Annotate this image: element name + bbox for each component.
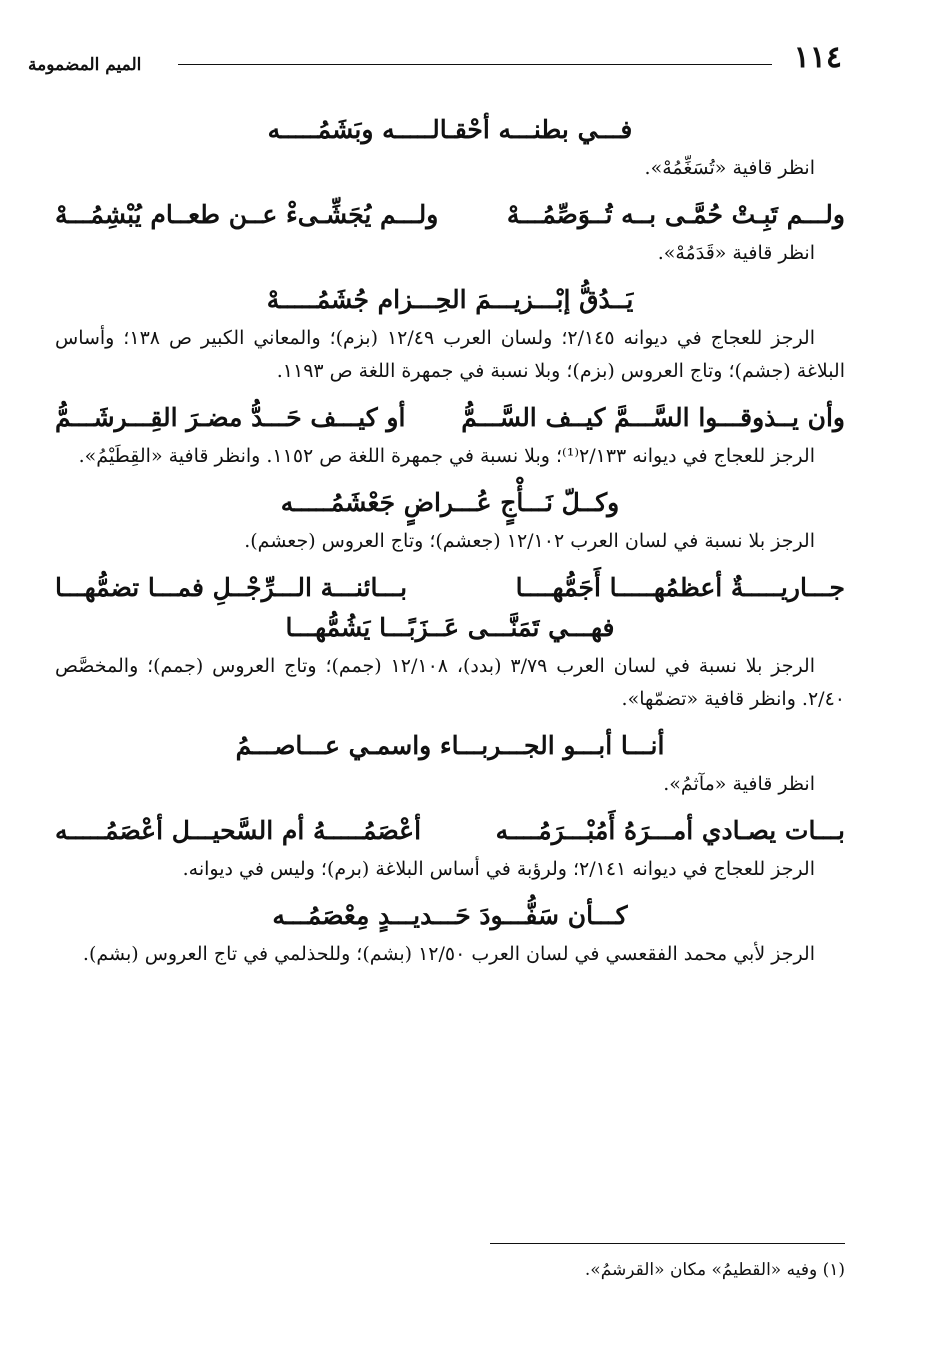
first-hemistich: ولـــم تَبِـتْ حُمَّـى بــه تُــوَصِّمُـــهْ xyxy=(506,200,845,229)
citation-note: الرجز لأبي محمد الفقعسي في لسان العرب ١٢/٥٠ (بشم)؛ وللحذلمي في تاج العروس (بشم). xyxy=(82,943,815,965)
verse: فـــي بطنـــه أحْقـالـــــه وبَشَمُـــــه xyxy=(267,115,633,144)
verse-pair xyxy=(55,398,845,438)
verse: يَــدُقُّ إبْـــزيـــمَ الحِـــزام جُشَمُـــــهْ xyxy=(266,285,634,314)
first-hemistich: جـــاريـــــةٌ أعظمُهـــــا أَجَمُّهــــا xyxy=(515,573,845,602)
first-hemistich: وأن يــذوقـــوا السَّـــمَّ كيــف السَّـــمُّ xyxy=(461,403,845,432)
footnote: (١) وفيه «القطيمُ» مكان «القرشمُ». xyxy=(584,1260,845,1280)
citation-note: الرجز للعجاج في ديوانه ٢/١٣٣⁽¹⁾؛ وبلا نسبة في جمهرة اللغة ص ١١٥٢. وانظر قافية «القِطَيْمُ». xyxy=(78,445,815,467)
second-hemistich: بـــائنـــة الـــرِّجْــلِ فمـــا تضمُّهـــا xyxy=(55,573,408,602)
verse-pair xyxy=(55,811,845,851)
page-number: ١١٤ xyxy=(793,40,842,75)
verse: فهـــي تَمَنَّـــى عَــزَبًـــا يَشُمُّهـــا xyxy=(285,613,615,642)
second-hemistich: أعْصَمُـــــهُ أم السَّحيـــل أعْصَمُـــــه xyxy=(55,816,422,845)
verse: وكــلّ نَـــأْجٍ عُـــراضٍ جَعْشَمُـــــه xyxy=(280,488,620,517)
page-body xyxy=(55,100,845,977)
page-header xyxy=(28,40,842,80)
header-rule xyxy=(178,64,772,65)
second-hemistich: أو كيـــف حَـــدُّ مضـرَ القِـــرشَـــمُّ xyxy=(55,403,406,432)
first-hemistich: بـــات يصـادي أمـــرَهُ أَمُبْـــرَمُــــه xyxy=(495,816,845,845)
citation-note: انظر قافية «تُسَغِّمُهْ». xyxy=(644,157,815,179)
verse: كـــأن سَفُّـــودَ حَـــديـــدٍ مِعْصَمُـــه xyxy=(272,901,628,930)
footnote-rule xyxy=(490,1243,845,1244)
verse-pair xyxy=(55,195,845,235)
citation-note: انظر قافية «قَدَمُهْ». xyxy=(657,242,815,264)
citation-note: الرجز للعجاج في ديوانه ٢/١٤٥؛ ولسان العرب ١٢/٤٩ (بزم)؛ والمعاني الكبير ص ١٣٨؛ وأساس البلاغة (جشم)؛ وتاج العروس (بزم)؛ وبلا نسبة في جمهرة اللغة ص ١١٩٣. xyxy=(55,327,845,382)
citation-note: انظر قافية «مآثمُ». xyxy=(663,773,815,795)
running-title: الميم المضمومة xyxy=(28,55,142,75)
verse-pair xyxy=(55,568,845,608)
citation-note: الرجز بلا نسبة في لسان العرب ١٢/١٠٢ (جعشم)؛ وتاج العروس (جعشم). xyxy=(244,530,815,552)
verse: أنـــا أبـــو الجـــربـــاء واسمـي عـــاصـــمُ xyxy=(235,731,665,760)
second-hemistich: ولـــم يُجَشِّـىءْ عــن طعــام يُبْشِمُـــهْ xyxy=(55,200,439,229)
citation-note: الرجز للعجاج في ديوانه ٢/١٤١؛ ولرؤبة في أساس البلاغة (برم)؛ وليس في ديوانه. xyxy=(182,858,815,880)
citation-note: الرجز بلا نسبة في لسان العرب ٣/٧٩ (بدد)، ١٢/١٠٨ (جمم)؛ وتاج العروس (جمم)؛ والمخصَّص ٢/٤٠. وانظر قافية «تضمّها». xyxy=(55,655,845,710)
